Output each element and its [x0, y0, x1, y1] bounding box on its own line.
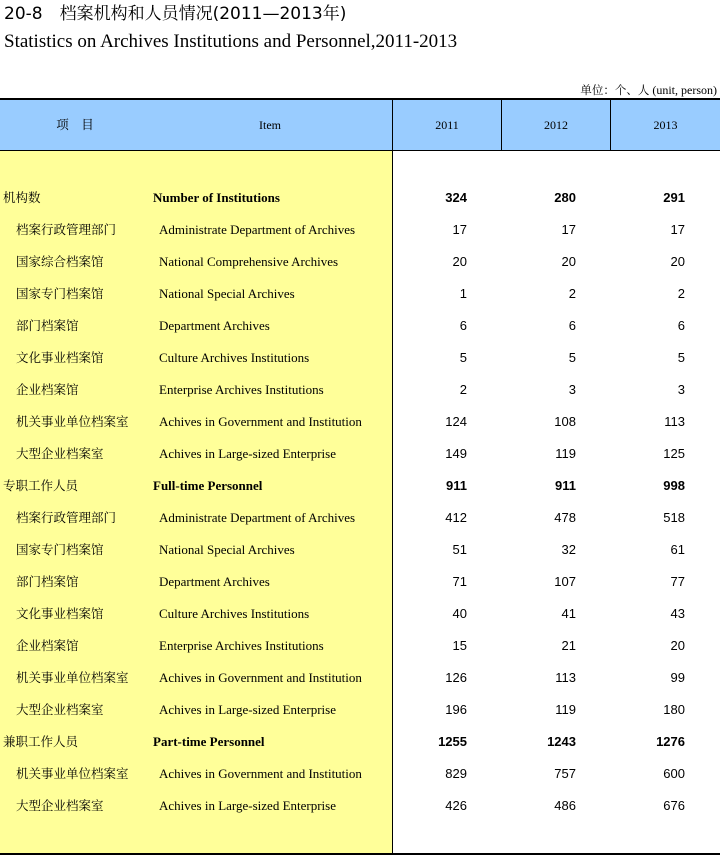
value-2012: 119: [555, 702, 576, 717]
value-2013: 5: [677, 350, 685, 365]
table-row: [0, 566, 720, 598]
row-item-chinese: 机构数: [3, 190, 41, 205]
table-row: [0, 534, 720, 566]
value-2011: 829: [445, 766, 467, 781]
table-row: [0, 630, 720, 662]
row-item-chinese: 国家专门档案馆: [16, 542, 104, 557]
header-rule: [0, 150, 720, 151]
row-item-chinese: 大型企业档案室: [16, 798, 104, 813]
value-2011: 324: [445, 190, 467, 205]
value-2011: 17: [452, 222, 467, 237]
value-2012: 108: [554, 414, 576, 429]
value-2011: 15: [452, 638, 467, 653]
table-row: [0, 406, 720, 438]
value-2013: 77: [670, 574, 685, 589]
table-row: [0, 374, 720, 406]
row-item-english: National Special Archives: [159, 286, 295, 301]
row-item-chinese: 部门档案馆: [16, 574, 79, 589]
table-row: [0, 278, 720, 310]
table-row: [0, 598, 720, 630]
row-item-english: National Special Archives: [159, 542, 295, 557]
table-row: [0, 310, 720, 342]
value-2013: 6: [677, 318, 685, 333]
value-2013: 1276: [656, 734, 685, 749]
value-2012: 41: [561, 606, 576, 621]
value-2012: 486: [554, 798, 576, 813]
table-row: [0, 502, 720, 534]
row-item-english: Department Archives: [159, 318, 270, 333]
row-item-english: Department Archives: [159, 574, 270, 589]
value-2012: 1243: [547, 734, 576, 749]
unit-note-english: (unit, person): [652, 83, 717, 97]
value-2012: 478: [554, 510, 576, 525]
table-row: [0, 694, 720, 726]
value-2011: 1: [459, 286, 467, 301]
table-row: [0, 726, 720, 758]
table-title-english: Statistics on Archives Institutions and Personnel,2011-2013: [4, 31, 458, 52]
row-item-chinese: 兼职工作人员: [3, 734, 79, 749]
header-item-chinese: 项 目: [56, 117, 94, 132]
value-2012: 32: [561, 542, 576, 557]
value-2011: 2: [459, 382, 467, 397]
row-item-english: Culture Archives Institutions: [159, 350, 310, 365]
row-item-chinese: 机关事业单位档案室: [16, 670, 129, 685]
table-title-chinese: 20-8 档案机构和人员情况(2011—2013年): [4, 4, 347, 24]
row-item-chinese: 企业档案馆: [16, 638, 79, 653]
value-2012: 119: [555, 446, 576, 461]
row-item-english: Full-time Personnel: [153, 478, 263, 493]
row-item-english: Achives in Large-sized Enterprise: [159, 446, 336, 461]
value-2013: 3: [677, 382, 685, 397]
table-row: [0, 214, 720, 246]
row-item-chinese: 企业档案馆: [16, 382, 79, 397]
table-row: [0, 790, 720, 822]
row-item-english: National Comprehensive Archives: [159, 254, 339, 269]
table-row: [0, 246, 720, 278]
value-2013: 20: [670, 638, 685, 653]
value-2012: 6: [568, 318, 576, 333]
value-2011: 126: [445, 670, 467, 685]
value-2012: 17: [561, 222, 576, 237]
value-2013: 998: [663, 478, 685, 493]
value-2011: 911: [446, 478, 467, 493]
row-item-english: Achives in Government and Institution: [159, 766, 362, 781]
value-2011: 149: [445, 446, 467, 461]
row-item-english: Achives in Government and Institution: [159, 670, 362, 685]
value-2012: 107: [554, 574, 576, 589]
row-item-chinese: 机关事业单位档案室: [16, 414, 129, 429]
row-item-english: Achives in Large-sized Enterprise: [159, 798, 336, 813]
value-2013: 43: [670, 606, 685, 621]
value-2011: 40: [452, 606, 467, 621]
row-item-english: Enterprise Archives Institutions: [159, 382, 324, 397]
row-item-english: Culture Archives Institutions: [159, 606, 310, 621]
value-2012: 911: [555, 478, 576, 493]
value-2013: 180: [663, 702, 685, 717]
table-row: [0, 758, 720, 790]
value-2012: 2: [568, 286, 576, 301]
value-2013: 125: [663, 446, 685, 461]
row-item-chinese: 机关事业单位档案室: [16, 766, 129, 781]
row-item-english: Part-time Personnel: [153, 734, 265, 749]
table-row: [0, 662, 720, 694]
row-item-chinese: 档案行政管理部门: [16, 510, 117, 525]
value-2011: 426: [445, 798, 467, 813]
value-2012: 20: [561, 254, 576, 269]
value-2013: 291: [663, 190, 685, 205]
row-item-chinese: 档案行政管理部门: [16, 222, 117, 237]
value-2012: 21: [561, 638, 576, 653]
row-item-chinese: 文化事业档案馆: [16, 350, 104, 365]
value-2013: 61: [670, 542, 685, 557]
row-item-chinese: 国家专门档案馆: [16, 286, 104, 301]
row-item-english: Number of Institutions: [153, 190, 280, 205]
value-2013: 17: [670, 222, 685, 237]
table-row: [0, 182, 720, 214]
table-row: [0, 470, 720, 502]
value-2013: 600: [663, 766, 685, 781]
value-2011: 20: [452, 254, 467, 269]
row-item-chinese: 专职工作人员: [3, 478, 79, 493]
value-2013: 676: [663, 798, 685, 813]
value-2011: 412: [445, 510, 467, 525]
header-item-english: Item: [259, 118, 281, 132]
unit-note: [580, 82, 717, 98]
header-year-2012: 2012: [544, 118, 568, 132]
table-row: [0, 438, 720, 470]
value-2011: 51: [452, 542, 467, 557]
header-year-2013: 2013: [653, 118, 678, 132]
row-item-chinese: 国家综合档案馆: [16, 254, 104, 269]
row-item-english: Enterprise Archives Institutions: [159, 638, 324, 653]
value-2013: 2: [677, 286, 685, 301]
row-item-english: Achives in Large-sized Enterprise: [159, 702, 336, 717]
value-2011: 5: [459, 350, 467, 365]
row-item-english: Administrate Department of Archives: [159, 510, 356, 525]
row-item-chinese: 大型企业档案室: [16, 446, 104, 461]
value-2011: 196: [445, 702, 467, 717]
value-2012: 757: [554, 766, 576, 781]
value-2011: 6: [459, 318, 467, 333]
value-2013: 20: [670, 254, 685, 269]
top-rule: [0, 98, 720, 100]
value-2011: 1255: [438, 734, 467, 749]
row-item-english: Achives in Government and Institution: [159, 414, 362, 429]
row-item-chinese: 部门档案馆: [16, 318, 79, 333]
value-2012: 280: [554, 190, 576, 205]
header-year-2011: 2011: [435, 118, 459, 132]
value-2013: 99: [670, 670, 685, 685]
value-2013: 113: [664, 414, 685, 429]
value-2013: 518: [663, 510, 685, 525]
row-item-english: Administrate Department of Archives: [159, 222, 356, 237]
row-item-chinese: 文化事业档案馆: [16, 606, 104, 621]
value-2012: 5: [568, 350, 576, 365]
value-2012: 3: [568, 382, 576, 397]
value-2011: 124: [445, 414, 467, 429]
column-divider: [501, 99, 502, 151]
column-divider: [610, 99, 611, 151]
value-2011: 71: [452, 574, 467, 589]
value-2012: 113: [555, 670, 576, 685]
row-item-chinese: 大型企业档案室: [16, 702, 104, 717]
unit-note-chinese: 单位：个、人: [580, 83, 650, 97]
table-row: [0, 342, 720, 374]
